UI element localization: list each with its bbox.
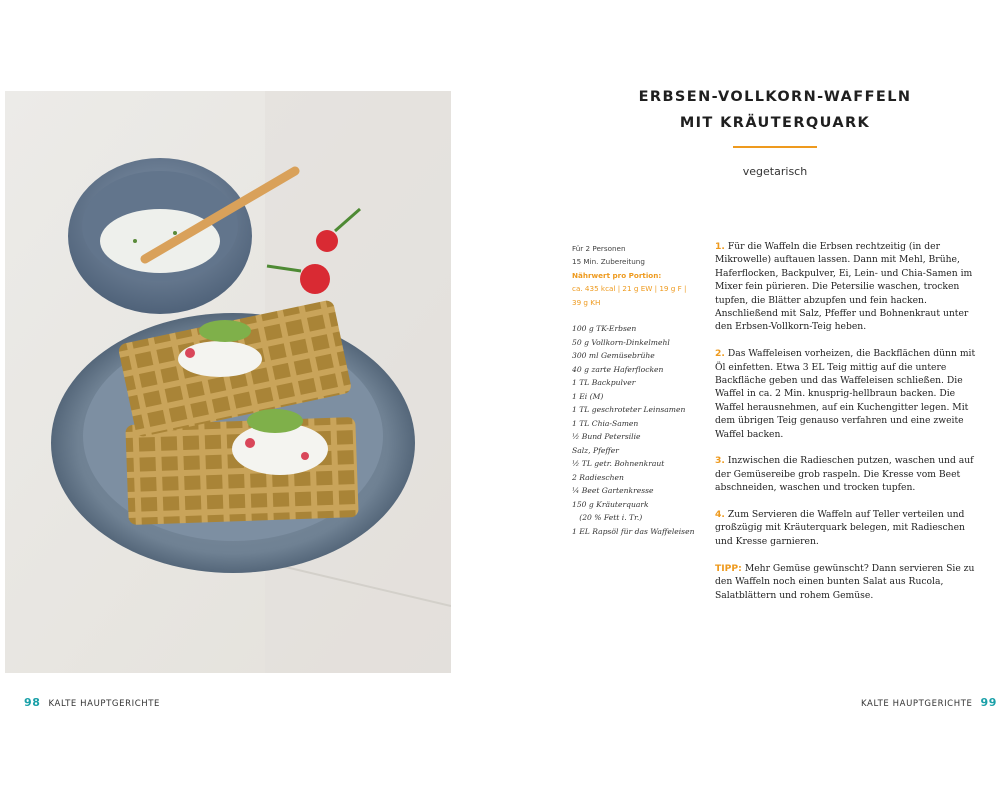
ingredient-item: 1 Ei (M) — [572, 391, 604, 401]
recipe-title-line1: ERBSEN-VOLLKORN-WAFFELN — [638, 89, 912, 105]
recipe-category: vegetarisch — [742, 165, 808, 178]
step-text: Zum Servieren die Waffeln auf Teller verteilen und großzügig mit Kräuterquark belegen, mit Radieschen und Kresse garnieren. — [715, 509, 965, 547]
ingredient-item: ¼ Beet Gartenkresse — [572, 486, 654, 495]
step-number: 3. — [715, 455, 725, 467]
tip-label: TIPP: — [715, 562, 742, 574]
ingredient-item: 300 ml Gemüsebrühe — [572, 351, 655, 360]
recipe-photo — [5, 91, 451, 673]
ingredient-item: 50 g Vollkorn-Dinkelmehl — [572, 337, 670, 347]
step-text: Inzwischen die Radieschen putzen, waschen und auf der Gemüsereibe grob raspeln. Die Kresse vom Beet abschneiden, waschen und trocken tupfen. — [715, 455, 974, 494]
nutrition-label: Nährwert pro Portion: — [572, 270, 662, 280]
ingredient-item: 1 TL Backpulver — [572, 378, 636, 387]
step-text: Für die Waffeln die Erbsen rechtzeitig (in der Mikrowelle) auftauen lassen. Dann mit Mehl, Brühe, Haferflocken, Backpulver, Ei, Lein- und Chia-Samen im Mixer fein pürieren. Die Petersilie waschen, trocken tupfen, die Blätter abzupfen und fein hacken. Anschließend mit Salz, Pfeffer und Bohnenkraut unter den Erbsen-Vollkorn-Teig heben. — [715, 241, 973, 333]
instructions — [715, 240, 980, 615]
recipe-meta — [572, 242, 702, 309]
ingredient-item: Salz, Pfeffer — [572, 445, 619, 455]
footer-right — [861, 696, 997, 709]
section-name-right: KALTE HAUPTGERICHTE — [861, 699, 973, 709]
recipe-title-line2: MIT KRÄUTERQUARK — [679, 115, 871, 131]
tip-text: Mehr Gemüse gewünscht? Dann servieren Sie zu den Waffeln noch einen bunten Salat aus Rucola, Salatblättern und rohem Gemüse. — [715, 562, 975, 601]
title-accent-line — [733, 146, 817, 148]
nutrition-values-line2: 39 g KH — [572, 297, 601, 307]
nutrition-values-line1: ca. 435 kcal | 21 g EW | 19 g F | — [572, 284, 687, 294]
step-number: 1. — [715, 241, 725, 252]
servings: Für 2 Personen — [572, 244, 626, 253]
ingredient-item: 150 g Kräuterquark — [572, 499, 649, 509]
step-3 — [715, 454, 980, 494]
ingredient-item: 1 TL geschroteter Leinsamen — [572, 405, 686, 414]
step-number: 4. — [715, 509, 725, 521]
step-1 — [715, 240, 980, 334]
section-name-left: KALTE HAUPTGERICHTE — [48, 699, 160, 709]
step-4 — [715, 508, 980, 548]
prep-time: 15 Min. Zubereitung — [572, 257, 645, 267]
ingredient-item: 100 g TK-Erbsen — [572, 324, 637, 333]
step-text: Das Waffeleisen vorheizen, die Backflächen dünn mit Öl einfetten. Etwa 3 EL Teig mittig auf die untere Backfläche geben und das Waffeleisen schließen. Die Waffel in ca. 2 Min. knusprig-hellbraun backen. Die Waffel herausnehmen, auf ein Kuchengitter legen. Mit dem übrigen Teig genauso verfahren und eine zweite Waffel backen. — [715, 348, 976, 440]
ingredient-item: 2 Radieschen — [572, 472, 624, 482]
ingredient-list — [572, 322, 707, 538]
footer-left — [24, 696, 160, 709]
page-number-left: 98 — [24, 696, 41, 709]
step-number: 2. — [715, 348, 725, 360]
ingredient-item: ½ TL getr. Bohnenkraut — [572, 459, 665, 468]
ingredient-item: ½ Bund Petersilie — [572, 432, 641, 441]
ingredient-item: 1 EL Rapsöl für das Waffeleisen — [572, 526, 695, 536]
ingredient-item: 1 TL Chia-Samen — [572, 418, 639, 428]
tip — [715, 562, 980, 602]
step-2 — [715, 347, 980, 441]
ingredient-item: (20 % Fett i. Tr.) — [572, 513, 643, 522]
page-number-right: 99 — [980, 696, 997, 709]
ingredient-item: 40 g zarte Haferflocken — [572, 364, 664, 374]
